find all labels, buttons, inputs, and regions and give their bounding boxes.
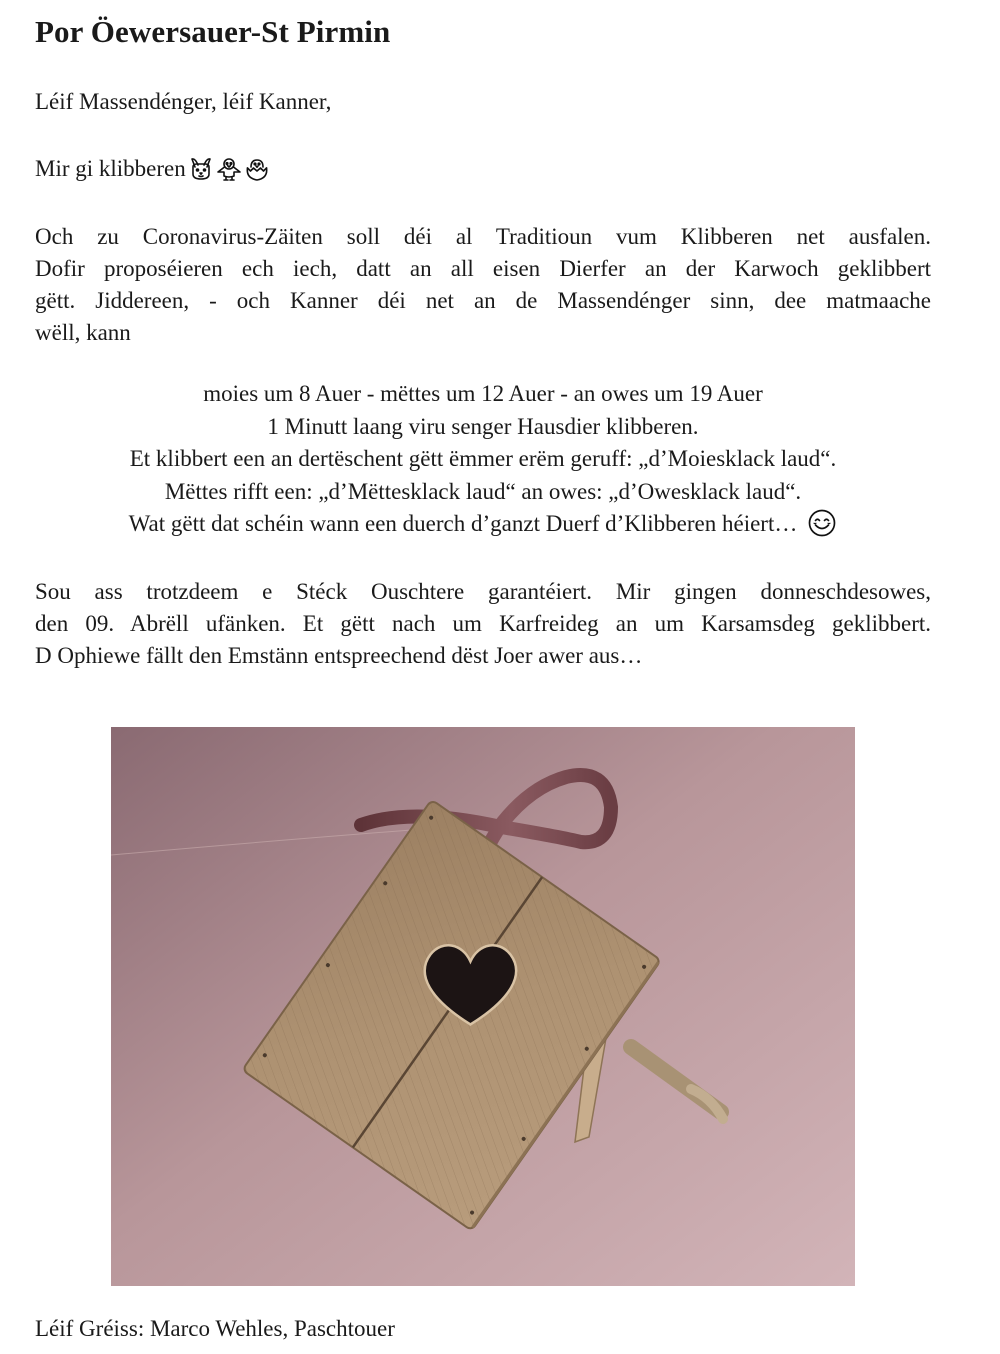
intro-text: Mir gi klibberen [35, 156, 186, 181]
paragraph-line: den 09. Abrëll ufänken. Et gëtt nach um Karfreideg an um Karsamsdeg geklibbert. [35, 611, 931, 636]
schedule-block [35, 378, 931, 541]
greeting: Léif Massendénger, léif Kanner, [35, 89, 332, 114]
schedule-line: 1 Minutt laang viru senger Hausdier klibberen. [267, 413, 699, 439]
paragraph-intro [35, 221, 931, 349]
klibber-photo [111, 727, 855, 1286]
paragraph-closing [35, 576, 931, 672]
rabbit-face-icon [188, 156, 214, 182]
paragraph-line: Sou ass trotzdeem e Stéck Ouschtere garantéiert. Mir gingen donneschdesowes, [35, 579, 931, 604]
schedule-line-last [35, 508, 931, 541]
schedule-line: moies um 8 Auer - mëttes um 12 Auer - an owes um 19 Auer [203, 381, 763, 406]
paragraph-line: wëll, kann [35, 320, 131, 345]
signature-caption: Léif Gréiss: Marco Wehles, Paschtouer [35, 1316, 395, 1341]
schedule-line: Et klibbert een an dertëschent gëtt ëmmer erëm geruff: „d’Moiesklack laud“. [129, 446, 837, 471]
baby-chick-icon [216, 156, 242, 182]
page-title: Por Öewersauer-St Pirmin [35, 14, 391, 49]
schedule-line-text: Wat gëtt dat schéin wann een duerch d’ganzt Duerf d’Klibberen héiert… [128, 511, 798, 536]
paragraph-line: Dofir proposéieren ech iech, datt an all eisen Dierfer an der Karwoch geklibbert [35, 256, 931, 281]
paragraph-line: D Ophiewe fällt den Emstänn entspreechend dëst Joer awer aus… [35, 643, 643, 668]
hatching-chick-icon [244, 156, 270, 182]
smiling-face-icon [807, 508, 837, 538]
intro-line [35, 156, 270, 182]
paragraph-line: gëtt. Jiddereen, - och Kanner déi net an de Massendénger sinn, dee matmaache [35, 288, 931, 313]
paragraph-line: Och zu Coronavirus-Zäiten soll déi al Traditioun vum Klibberen net ausfalen. [35, 224, 931, 249]
schedule-line: Mëttes rifft een: „d’Mëttesklack laud“ an owes: „d’Owesklack laud“. [164, 478, 802, 504]
